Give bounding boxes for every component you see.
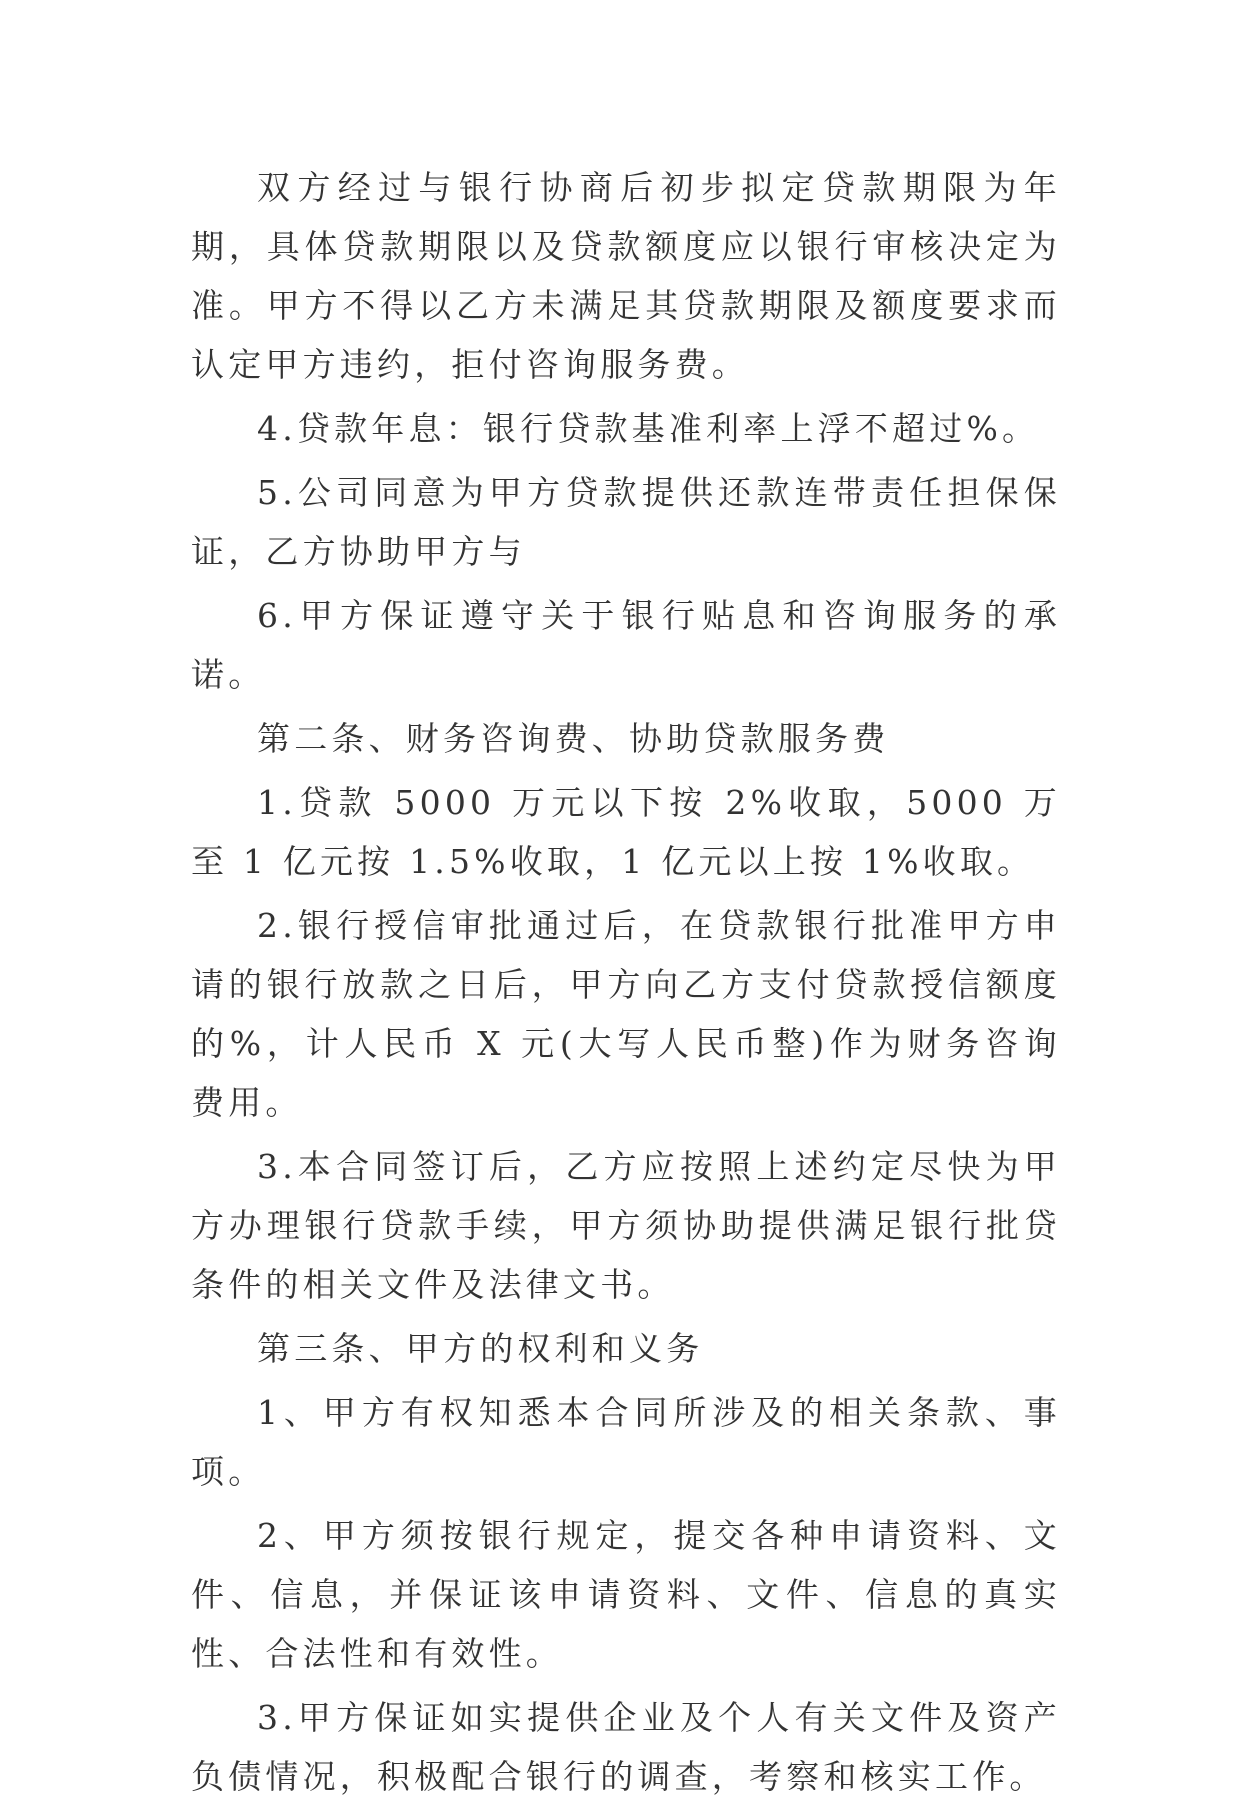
paragraph-loan-term: 双方经过与银行协商后初步拟定贷款期限为年期，具体贷款期限以及贷款额度应以银行审核决定为准。甲方不得以乙方未满足其贷款期限及额度要求而认定甲方违约，拒付咨询服务费。: [191, 168, 1061, 384]
section-heading-fees: 第二条、财务咨询费、协助贷款服务费: [257, 719, 890, 758]
paragraph-right-to-know: 1、甲方有权知悉本合同所涉及的相关条款、事项。: [191, 1393, 1061, 1491]
paragraph-submit-materials: 2、甲方须按银行规定，提交各种申请资料、文件、信息，并保证该申请资料、文件、信息的真实性、合法性和有效性。: [191, 1516, 1061, 1673]
section-heading-party-a-rights: 第三条、甲方的权利和义务: [257, 1329, 704, 1368]
paragraph-commitment: 6.甲方保证遵守关于银行贴息和咨询服务的承诺。: [191, 596, 1061, 694]
document-body: [191, 158, 1061, 1811]
paragraph-interest-rate: 4.贷款年息：银行贷款基准利率上浮不超过%。: [257, 409, 1040, 448]
paragraph-guarantee: 5.公司同意为甲方贷款提供还款连带责任担保保证，乙方协助甲方与: [191, 473, 1061, 571]
paragraph-fee-rates: 1.贷款 5000 万元以下按 2%收取，5000 万至 1 亿元按 1.5%收取，1 亿元以上按 1%收取。: [191, 783, 1061, 881]
paragraph-fee-payment: 2.银行授信审批通过后，在贷款银行批准甲方申请的银行放款之日后，甲方向乙方支付贷款授信额度的%，计人民币 X 元(大写人民币整)作为财务咨询费用。: [191, 906, 1061, 1122]
paragraph-loan-procedure: 3.本合同签订后，乙方应按照上述约定尽快为甲方办理银行贷款手续，甲方须协助提供满足银行批贷条件的相关文件及法律文书。: [191, 1147, 1061, 1304]
paragraph-truthful-info: 3.甲方保证如实提供企业及个人有关文件及资产负债情况，积极配合银行的调查，考察和核实工作。: [191, 1698, 1061, 1796]
